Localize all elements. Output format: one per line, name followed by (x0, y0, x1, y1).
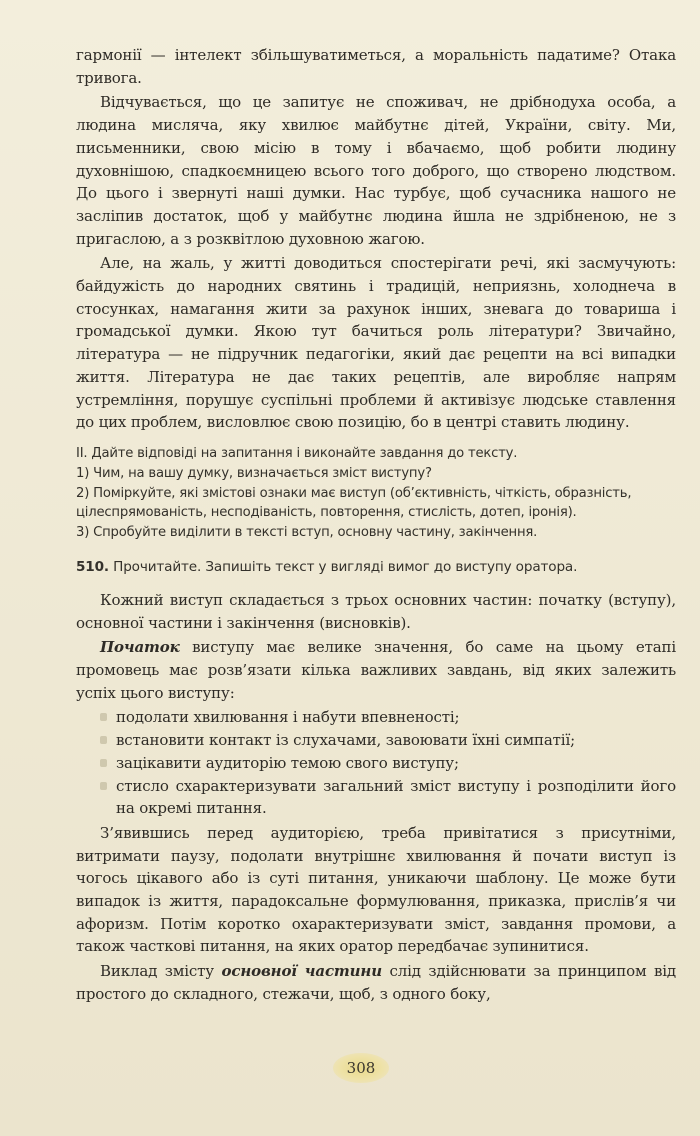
list-item-text: зацікавити аудиторію темою свого виступу; (116, 753, 459, 772)
task-heading: II. Дайте відповіді на запитання і виконайте завдання до тексту. (76, 445, 518, 461)
paragraph-beginning (76, 636, 676, 704)
paragraph-main-part-start: Виклад змісту (100, 962, 222, 981)
list-item (76, 775, 676, 820)
task-item: 2) Поміркуйте, які змістові ознаки має виступ (об’єктивність, чіткість, образність, цілеспрямованість, несподіваність, повторення, стислість, дотеп, іронія). (76, 485, 632, 521)
bullet-icon (100, 736, 107, 744)
page-content (76, 44, 676, 1006)
paragraph-beginning-text: виступу має велике значення, бо саме на цьому етапі промовець має розв’язати кілька важливих завдань, від яких залежить успіх цього виступу: (76, 638, 676, 702)
term-main-part: основної частини (221, 962, 382, 981)
list-item (76, 706, 676, 729)
term-beginning: Початок (100, 638, 180, 657)
paragraph-role-of-literature: Але, на жаль, у житті доводиться спостерігати речі, які засмучують: байдужість до народних святинь і традицій, неприязнь, холоднеча в стосунках, намагання жити за рахунок інших, зневага до товариша і громадської думки. Якою тут бачиться роль літератури? Звичайно, література — не підручник педагогіки, який дає рецепти на всі випадки життя. Література не дає таких рецептів, але виробляє напрям устремління, порушує суспільні проблеми й активізує людське ставлення до цих проблем, висловлює свою позицію, бо в центрі ставить людину. (76, 254, 676, 432)
exercise-header (76, 557, 676, 577)
paragraph-speech-parts: Кожний виступ складається з трьох основних частин: початку (вступу), основної частини і закінчення (висновків). (76, 590, 676, 632)
task-item: 1) Чим, на вашу думку, визначається зміст виступу? (76, 465, 432, 481)
page-number: 308 (333, 1053, 389, 1083)
exercise-number: 510. (76, 558, 109, 575)
list-item-text: подолати хвилювання і набути впевненості; (116, 708, 460, 727)
list-item-text: стисло схарактеризувати загальний зміст виступу і розподілити його на окремі питання. (116, 776, 676, 818)
paragraph-writers-mission: Відчувається, що це запитує не споживач, не дрібнодуха особа, а людина мисляча, яку хвилює майбутнє дітей, України, світу. Ми, письменники, свою місію в тому і вбачаємо, щоб робити людину духовнішою, спадкоємницею всього того доброго, що створено людством. До цього і звернуті наші думки. Нас турбує, щоб сучасника нашого не засліпив достаток, щоб у майбутнє людина йшла не здрібненою, не з пригаслою, а з розквітлою духовною жагою. (76, 93, 676, 248)
list-item-text: встановити контакт із слухачами, завоювати їхні симпатії; (116, 731, 576, 750)
paragraph-greeting-audience: З’явившись перед аудиторією, треба привітатися з присутніми, витримати паузу, подолати внутрішнє хвилювання й почати виступ із чогось цікавого або із суті питання, уникаючи шаблону. Це може бути випадок із життя, парадоксальне формулювання, приказка, прислів’я чи афоризм. Потім коротко охарактеризувати зміст, завдання промови, а також часткові питання, на яких оратор передбачає зупинитися. (76, 823, 676, 956)
list-item (76, 752, 676, 775)
task-list (76, 444, 676, 543)
paragraph-main-part-text: слід здійснювати за принципом від простого до складного, стежачи, щоб, з одного боку, (76, 962, 676, 1003)
list-item (76, 729, 676, 752)
bullet-icon (100, 759, 107, 767)
paragraph-continuation: гармонії — інтелект збільшуватиметься, а моральність падатиме? Отака тривога. (76, 46, 676, 87)
task-item: 3) Спробуйте виділити в тексті вступ, основну частину, закінчення. (76, 525, 538, 541)
bullet-icon (100, 713, 107, 721)
exercise-instruction: Прочитайте. Запишіть текст у вигляді вимог до виступу оратора. (108, 558, 578, 575)
paragraph-main-part (76, 960, 676, 1005)
tasks-bullet-list (76, 706, 676, 820)
bullet-icon (100, 782, 107, 790)
